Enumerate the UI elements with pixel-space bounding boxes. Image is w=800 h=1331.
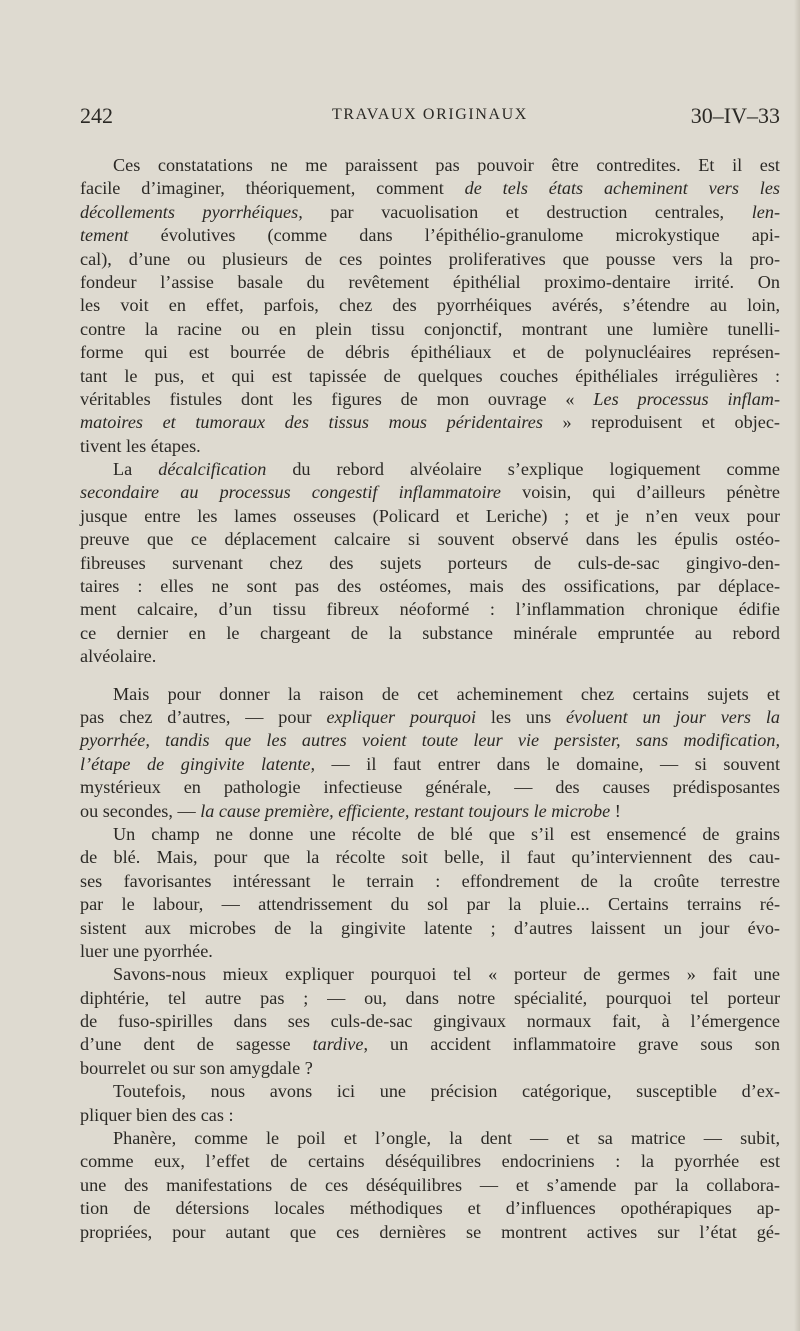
text-line: Phanère, comme le poil et l’ongle, la dent — et sa matrice — subit,	[113, 1128, 780, 1149]
text-line: forme qui est bourrée de débris épithéliaux et de polynucléaires représen-	[80, 342, 780, 363]
text-line: comme eux, l’effet de certains déséquilibres endocriniens : la pyorrhée est	[80, 1151, 780, 1172]
text-line: Mais pour donner la raison de cet acheminement chez certains sujets et	[113, 683, 780, 704]
text-line: diphtérie, tel autre pas ; — ou, dans notre spécialité, pourquoi tel porteur	[80, 987, 780, 1008]
text-line: propriées, pour autant que ces dernières se montrent actives sur l’état gé-	[80, 1221, 780, 1242]
text-line: de blé. Mais, pour que la récolte soit belle, il faut qu’interviennent des cau-	[80, 847, 780, 868]
running-title: TRAVAUX ORIGINAUX	[332, 106, 528, 123]
text-line: pas chez d’autres, — pour expliquer pourquoi les uns évoluent un jour vers la	[80, 706, 781, 727]
text-line: taires : elles ne sont pas des ostéomes, mais des ossifications, par déplace-	[80, 576, 780, 597]
text-line: alvéolaire.	[80, 646, 157, 667]
text-line: de fuso-spirilles dans ses culs-de-sac gingivaux normaux fait, à l’émergence	[80, 1011, 780, 1032]
text-line: Toutefois, nous avons ici une précision catégorique, susceptible d’ex-	[113, 1081, 780, 1102]
text-line: fondeur l’assise basale du revêtement épithélial proximo-dentaire irrité. On	[80, 271, 780, 292]
text-line: l’étape de gingivite latente, — il faut entrer dans le domaine, — si souvent	[80, 753, 781, 774]
text-line: véritables fistules dont les figures de mon ouvrage « Les processus inflam-	[80, 388, 780, 409]
text-line: bourrelet ou sur son amygdale ?	[80, 1057, 313, 1078]
text-line: mystérieux en pathologie infectieuse générale, — des causes prédisposantes	[80, 777, 780, 798]
text-line: cal), d’une ou plusieurs de ces pointes proliferatives que pousse vers la pro-	[80, 248, 780, 269]
text-line: La décalcification du rebord alvéolaire s’explique logiquement comme	[113, 459, 781, 480]
text-line: jusque entre les lames osseuses (Policard et Leriche) ; et je n’en veux pour	[80, 505, 780, 526]
text-line: une des manifestations de ces déséquilibres — et s’amende par la collabora-	[80, 1174, 780, 1195]
text-line: secondaire au processus congestif inflammatoire voisin, qui d’ailleurs pénètre	[80, 482, 780, 503]
text-line: facile d’imaginer, théoriquement, comment de tels états acheminent vers les	[80, 178, 780, 199]
text-line: ses favorisantes intéressant le terrain : effondrement de la croûte terrestre	[80, 870, 780, 891]
text-line: fibreuses survenant chez des sujets porteurs de culs-de-sac gingivo-den-	[80, 552, 780, 573]
text-line: décollements pyorrhéiques, par vacuolisation et destruction centrales, len-	[80, 201, 780, 222]
page-edge-shadow	[794, 0, 800, 1331]
text-line: preuve que ce déplacement calcaire si souvent observé dans les épulis ostéo-	[80, 529, 780, 550]
text-line: sistent aux microbes de la gingivite latente ; d’autres laissent un jour évo-	[80, 917, 780, 938]
text-line: ou secondes, — la cause première, efficiente, restant toujours le microbe !	[80, 800, 621, 821]
text-line: contre la racine ou en plein tissu conjonctif, montrant une lumière tunelli-	[80, 318, 780, 339]
text-line: luer une pyorrhée.	[80, 940, 213, 961]
page-body-text	[80, 154, 780, 1244]
text-line: les voit en effet, parfois, chez des pyorrhéiques avérés, s’étendre au loin,	[80, 295, 780, 316]
text-line: tant le pus, et qui est tapissée de quelques couches épithéliales irrégulières :	[80, 365, 780, 386]
text-line: par le labour, — attendrissement du sol par la pluie... Certains terrains ré-	[80, 894, 780, 915]
text-line: d’une dent de sagesse tardive, un accident inflammatoire grave sous son	[80, 1034, 781, 1055]
text-line: pliquer bien des cas :	[80, 1104, 234, 1125]
text-line: tivent les étapes.	[80, 435, 201, 456]
issue-date: 30–IV–33	[690, 103, 780, 128]
text-line: tement évolutives (comme dans l’épithélio-granulome microkystique api-	[80, 225, 780, 246]
paragraph-gap	[80, 669, 780, 683]
text-line: ce dernier en le chargeant de la substance minérale empruntée au rebord	[80, 622, 780, 643]
page-number: 242	[80, 103, 113, 128]
text-line: Ces constatations ne me paraissent pas pouvoir être contredites. Et il est	[113, 155, 780, 175]
text-line: Savons-nous mieux expliquer pourquoi tel « porteur de germes » fait une	[113, 964, 780, 985]
page-header	[80, 103, 780, 131]
text-line: matoires et tumoraux des tissus mous péridentaires » reproduisent et objec-	[80, 412, 780, 433]
text-line: pyorrhée, tandis que les autres voient toute leur vie persister, sans modification,	[80, 730, 780, 751]
text-line: Un champ ne donne une récolte de blé que s’il est ensemencé de grains	[113, 823, 780, 844]
text-line: tion de détersions locales méthodiques et d’influences opothérapiques ap-	[80, 1198, 780, 1219]
text-line: ment calcaire, d’un tissu fibreux néoformé : l’inflammation chronique édifie	[80, 599, 780, 620]
